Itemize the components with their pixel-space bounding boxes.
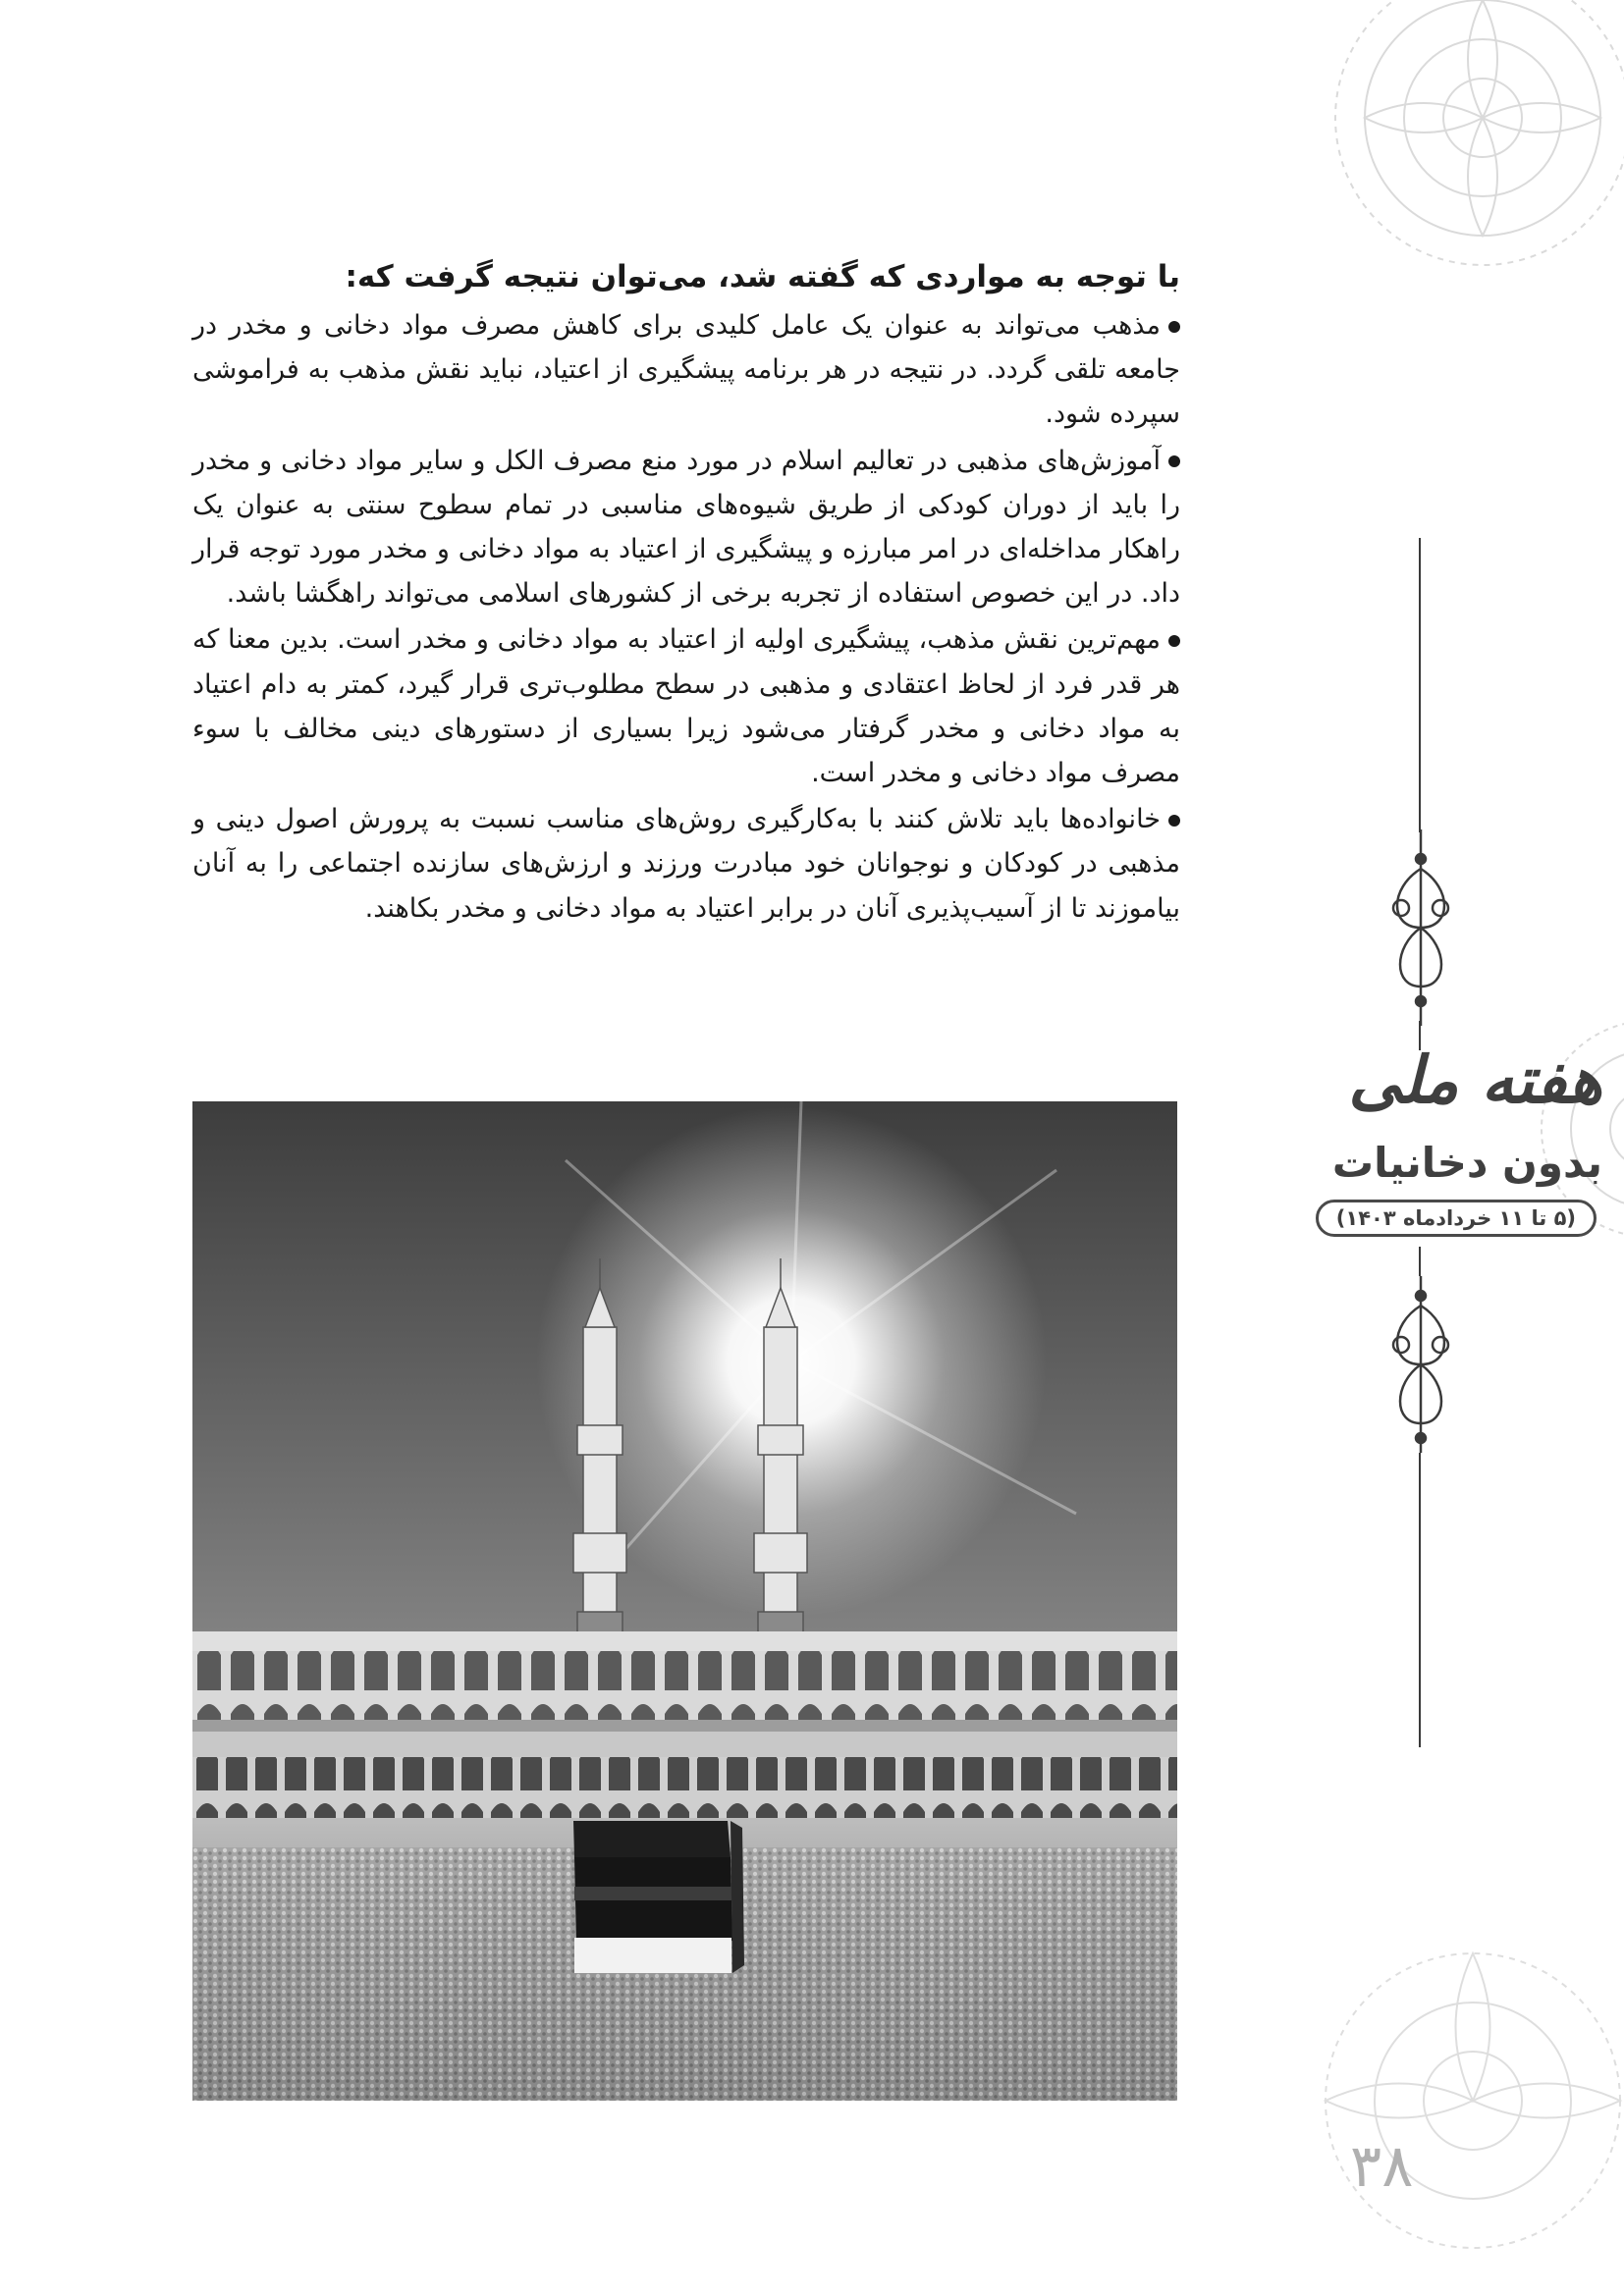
mandala-ornament (1276, 0, 1624, 275)
bullet-text: مهم‌ترین نقش مذهب، پیشگیری اولیه از اعتیاد به مواد دخانی و مخدر است. بدین معنا که هر قدر فرد از لحاظ اعتقادی و مذهبی در سطح مطلوب‌تری قرار گیرد، کمتر به دام اعتیاد به مواد دخانی و مخدر گرفتار می‌شود زیرا بسیاری از دستورهای دینی مخالف با سوء مصرف مواد دخانی و مخدر است. (192, 624, 1180, 789)
bullet-item (192, 797, 1180, 931)
bullet-icon (1168, 635, 1180, 647)
page-number: ۳۸ (1350, 2132, 1414, 2201)
kaaba-photo (192, 1101, 1177, 2101)
mandala-ornament (1276, 1904, 1624, 2258)
bullet-item (192, 303, 1180, 437)
bullet-icon (1168, 321, 1180, 333)
bullet-item (192, 617, 1180, 795)
logo-subtitle: بدون دخانیات (1331, 1139, 1602, 1187)
bullet-text: آموزش‌های مذهبی در تعالیم اسلام در مورد منع مصرف الکل و سایر مواد دخانی و مخدر را باید از دوران کودکی از طریق شیوه‌های مناسبی در تمام سطوح سنتی به عنوان یک راهکار مداخله‌ای در امر مبارزه و پیشگیری از اعتیاد به مواد دخانی و مخدر مورد توجه قرار داد. در این خصوص استفاده از تجربه برخی از کشورهای اسلامی می‌تواند راهگشا باشد. (192, 445, 1180, 610)
bullet-text: خانواده‌ها باید تلاش کنند با به‌کارگیری روش‌های مناسب نسبت به پرورش اصول دینی و مذهبی در کودکان و نوجوانان خود مبادرت ورزند و ارزش‌های سازنده اجتماعی را به آنان بیاموزند تا از آسیب‌پذیری آنان در برابر اعتیاد به مواد دخانی و مخدر بکاهند. (192, 804, 1180, 924)
bullet-icon (1168, 815, 1180, 827)
bullet-item (192, 439, 1180, 616)
article-heading: با توجه به مواردی که گفته شد، می‌توان نتیجه گرفت که: (345, 259, 1180, 294)
bullet-text: مذهب می‌تواند به عنوان یک عامل کلیدی برای کاهش مصرف مواد دخانی و مخدر در جامعه تلقی گردد. در نتیجه در هر برنامه پیشگیری از اعتیاد، نباید نقش مذهب به فراموشی سپرده شود. (192, 310, 1180, 430)
bullet-icon (1168, 455, 1180, 467)
logo-title: هفته ملی (1348, 1042, 1602, 1118)
decorative-line (1419, 1247, 1421, 1276)
flourish-ornament (1380, 1276, 1462, 1453)
logo-date: (۵ تا ۱۱ خردادماه ۱۴۰۳) (1316, 1200, 1597, 1237)
decorative-line (1419, 1453, 1421, 1747)
flourish-ornament (1380, 829, 1462, 1026)
article-body (192, 253, 1180, 933)
campaign-logo (1312, 1042, 1624, 1239)
decorative-line (1419, 538, 1421, 832)
